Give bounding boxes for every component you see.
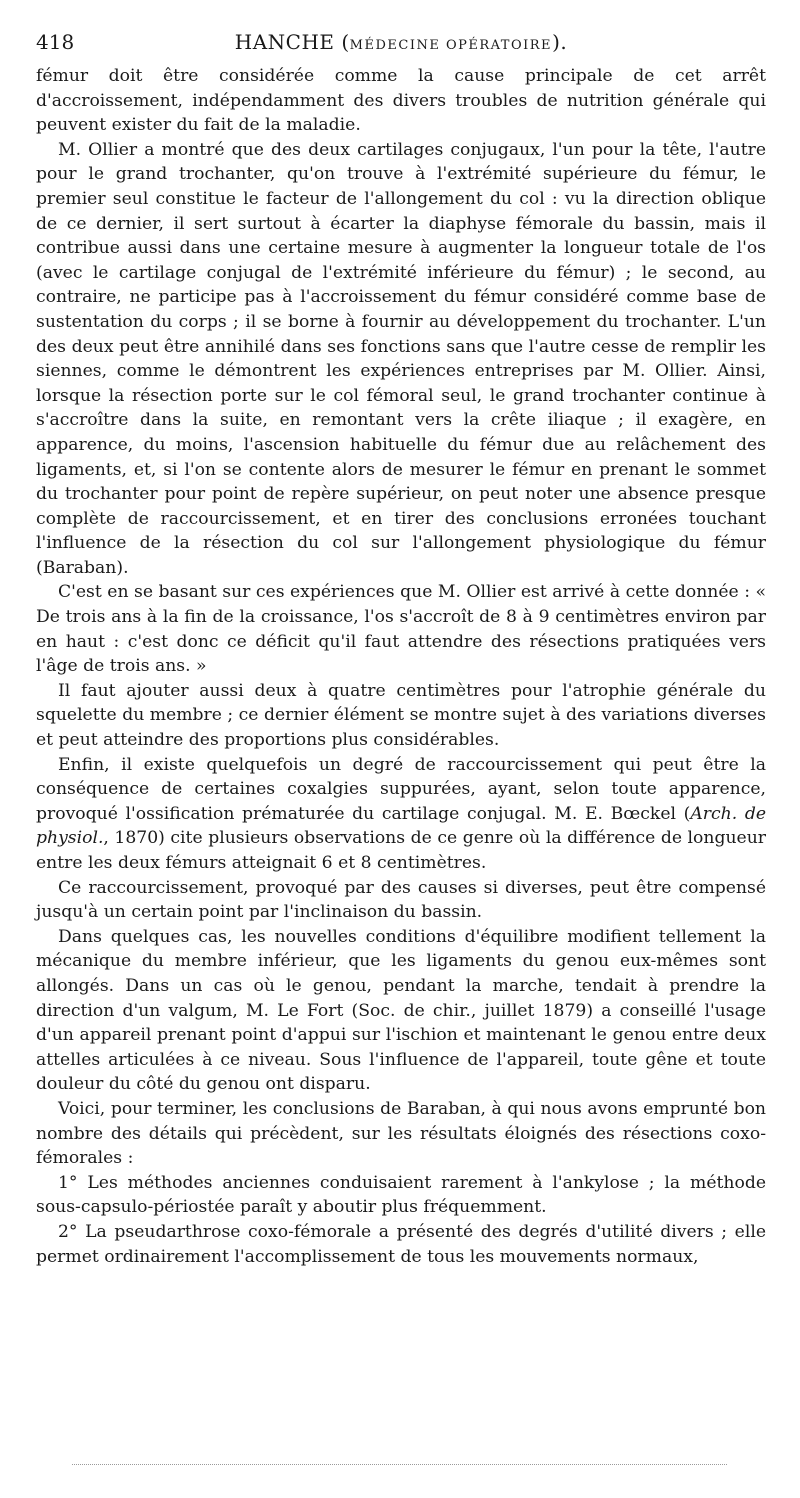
paragraph-ollier-quote: C'est en se basant sur ces expériences que M. Ollier est arrivé à cette donnée : « De trois ans à la fin de la croissance, l'os s'accroît de 8 à 9 centimètres environ par en haut : c'est donc ce déficit qu'il faut attendre des résections pratiquées vers l'âge de trois ans. » xyxy=(36,582,766,677)
paragraph-baraban-conclusions: Voici, pour terminer, les conclusions de Baraban, à qui nous avons emprunté bon nombre des détails qui précèdent, sur les résultats éloignés des résections coxo-fémorales : xyxy=(36,1098,766,1169)
running-header xyxy=(36,26,766,58)
page-number: 418 xyxy=(36,30,75,54)
paragraph-le-fort: Dans quelques cas, les nouvelles conditions d'équilibre modifient tellement la mécanique du membre inférieur, que les ligaments du genou eux-mêmes sont allongés. Dans un cas où le genou, pendant la marche, tendait à prendre la direction d'un valgum, M. Le Fort (Soc. de chir., juillet 1879) a conseillé l'usage d'un appareil prenant point d'appui sur l'ischion et maintenant le genou entre deux attelles articulées à ce niveau. Sous l'influence de l'appareil, toute gêne et toute douleur du côté du genou ont disparu. xyxy=(36,926,766,1095)
running-title-main: HANCHE ( xyxy=(234,30,350,54)
citation-arch-physiol: Arch. de physiol. xyxy=(36,803,766,849)
paragraph-ollier-cartilages: M. Ollier a montré que des deux cartilages conjugaux, l'un pour la tête, l'autre pour le grand trochanter, qu'on trouve à l'extrémité supérieure du fémur, le premier seul constitue le facteur de l'allongement du col : vu la direction oblique de ce dernier, il sert surtout à écarter la diaphyse fémorale du bassin, mais il contribue aussi dans une certaine mesure à augmenter la longueur totale de l'os (avec le cartilage conjugal de l'extrémité inférieure du fémur) ; le second, au contraire, ne participe pas à l'accroissement du fémur considéré comme base de sustentation du corps ; il se borne à fournir au développement du trochanter. L'un des deux peut être annihilé dans ses fonctions sans que l'autre cesse de remplir les siennes, comme le démontrent les expériences entreprises par M. Ollier. Ainsi, lorsque la résection porte sur le col fémoral seul, le grand trochanter continue à s'accroître dans la suite, en remontant vers la crête iliaque ; il exagère, en apparence, du moins, l'ascension habituelle du fémur due au relâchement des ligaments, et, si l'on se contente alors de mesurer le fémur en prenant le sommet du trochanter pour point de repère supérieur, on peut noter une absence presque complète de raccourcissement, et en tirer des conclusions erronées touchant l'influence de la résection du col sur l'allongement physiologique du fémur (Baraban). xyxy=(36,139,766,578)
running-title xyxy=(36,26,766,62)
running-title-subtitle: MÉDECINE OPÉRATOIRE xyxy=(349,38,553,53)
paragraph-compensation: Ce raccourcissement, provoqué par des causes si diverses, peut être compensé jusqu'à un certain point par l'inclinaison du bassin. xyxy=(36,877,766,923)
conclusion-item-2: 2° La pseudarthrose coxo-fémorale a présenté des degrés d'utilité divers ; elle permet ordinairement l'accomplissement de tous les mouvements normaux, xyxy=(36,1221,766,1267)
paragraph-continued: fémur doit être considérée comme la cause principale de cet arrêt d'accroissement, indépendamment des divers troubles de nutrition générale qui peuvent exister du fait de la maladie. xyxy=(36,66,766,136)
conclusion-item-1: 1° Les méthodes anciennes conduisaient rarement à l'ankylose ; la méthode sous-capsulo-périostée paraît y aboutir plus fréquemment. xyxy=(36,1172,766,1218)
paragraph-boeckel xyxy=(36,753,766,876)
running-title-end: ). xyxy=(552,30,568,54)
paragraph-boeckel-text-1: Enfin, il existe quelquefois un degré de raccourcissement qui peut être la conséquence de certaines coxalgies suppurées, ayant, selon toute apparence, provoqué l'ossification prématurée du cartilage conjugal. M. E. Bœckel ( xyxy=(36,754,766,824)
bottom-rule xyxy=(72,1464,727,1465)
book-page xyxy=(36,26,766,1269)
paragraph-boeckel-text-2: , 1870) cite plusieurs observations de ce genre où la différence de longueur entre les deux fémurs atteignait 6 et 8 centimètres. xyxy=(36,828,766,873)
paragraph-atrophy: Il faut ajouter aussi deux à quatre centimètres pour l'atrophie générale du squelette du membre ; ce dernier élément se montre sujet à des variations diverses et peut atteindre des proportions plus considérables. xyxy=(36,680,766,751)
body-text xyxy=(36,64,766,1269)
